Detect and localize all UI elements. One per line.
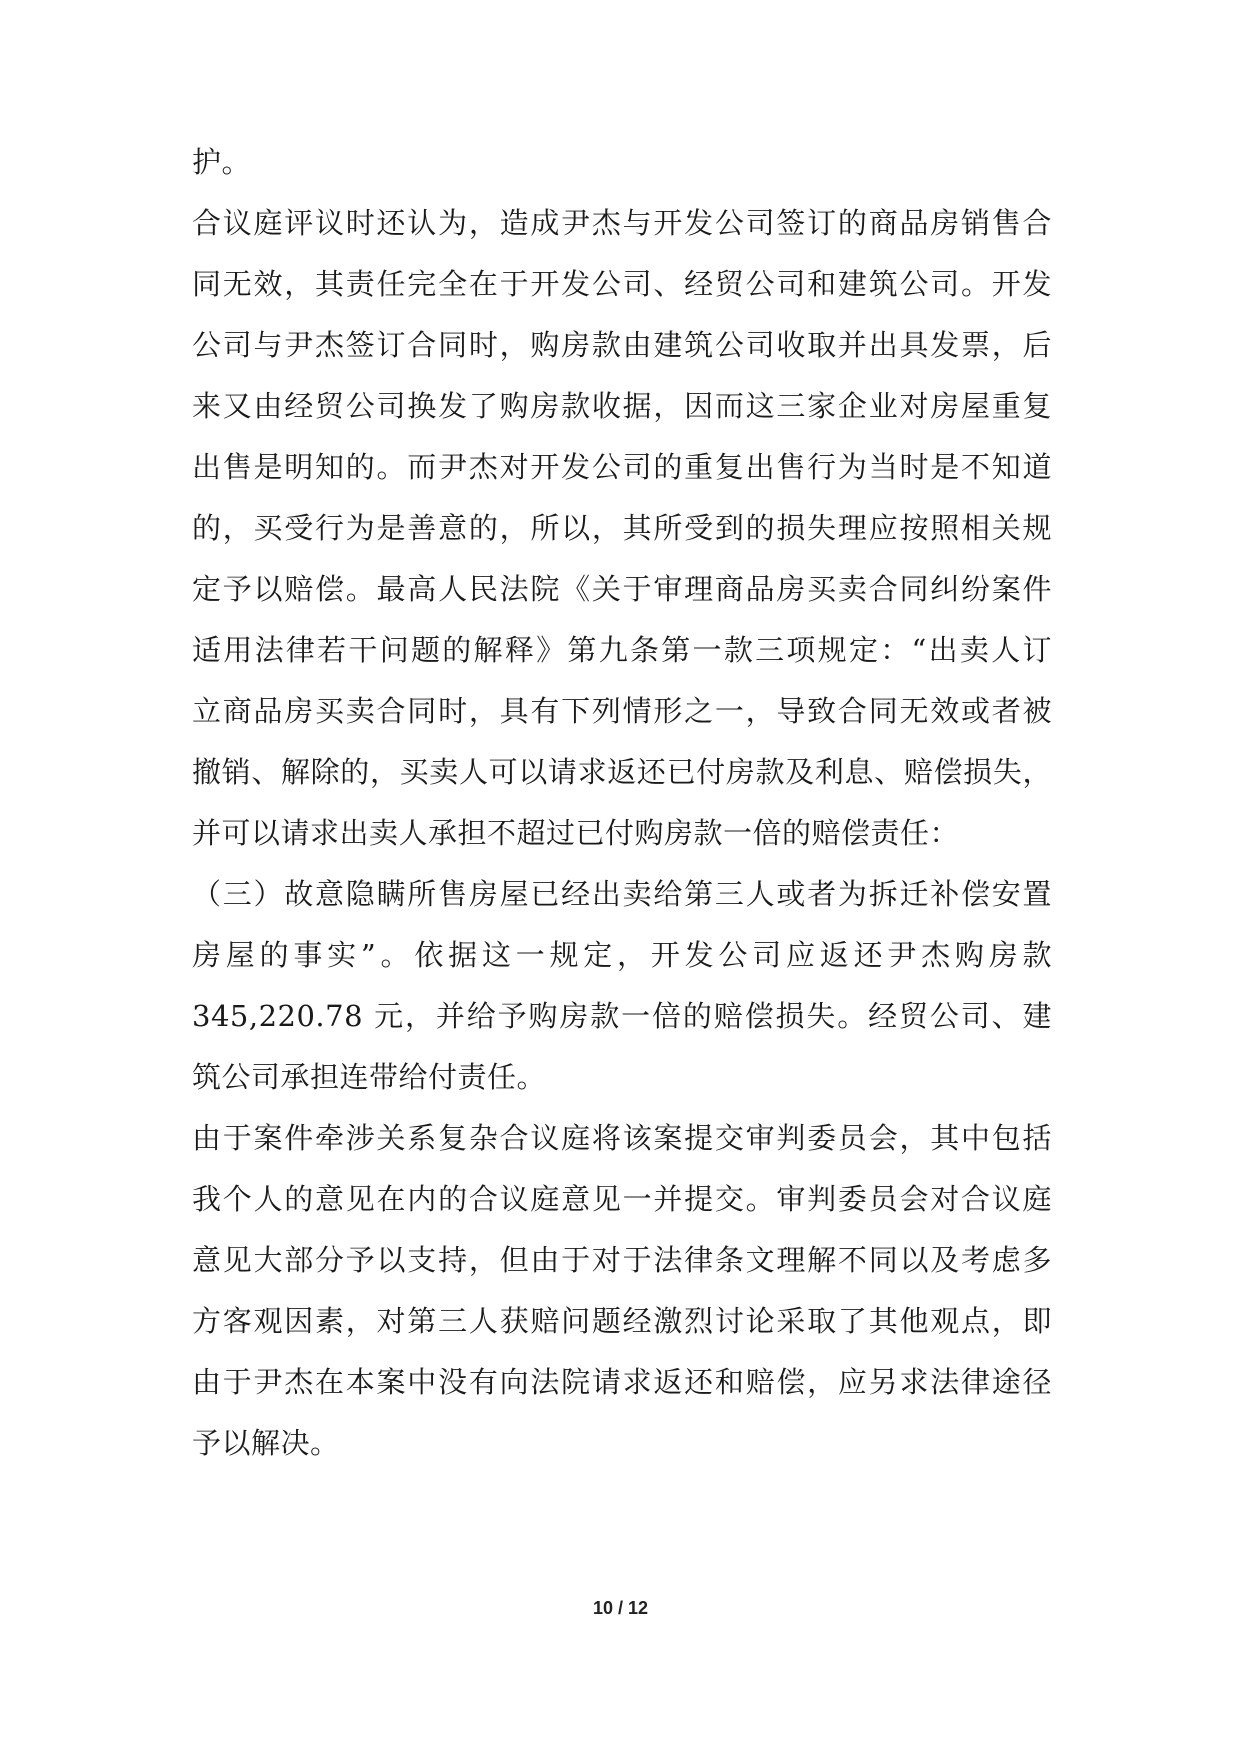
body-text-line: 适用法律若干问题的解释》第九条第一款三项规定：“出卖人订: [192, 633, 1052, 667]
body-text-line: 筑公司承担连带给付责任。: [192, 1060, 547, 1094]
body-text-line: 同无效，其责任完全在于开发公司、经贸公司和建筑公司。开发: [192, 267, 1052, 301]
body-text-line: 由于尹杰在本案中没有向法院请求返还和赔偿，应另求法律途径: [192, 1365, 1052, 1399]
page-number: 10 / 12: [592, 1598, 649, 1618]
body-text-line: 予以解决。: [192, 1426, 340, 1460]
body-text-line: 345,220.78 元，并给予购房款一倍的赔偿损失。经贸公司、建: [192, 999, 1052, 1033]
body-text-line: 我个人的意见在内的合议庭意见一并提交。审判委员会对合议庭: [192, 1182, 1052, 1216]
body-text-line: （三）故意隐瞒所售房屋已经出卖给第三人或者为拆迁补偿安置: [192, 877, 1052, 911]
body-text-line: 立商品房买卖合同时，具有下列情形之一，导致合同无效或者被: [192, 694, 1052, 728]
body-text-line: 合议庭评议时还认为，造成尹杰与开发公司签订的商品房销售合: [192, 206, 1052, 240]
body-text-line: 定予以赔偿。最高人民法院《关于审理商品房买卖合同纠纷案件: [192, 572, 1052, 606]
body-text-line: 护。: [192, 145, 252, 179]
body-text-line: 由于案件牵涉关系复杂合议庭将该案提交审判委员会，其中包括: [192, 1121, 1052, 1155]
body-text-line: 出售是明知的。而尹杰对开发公司的重复出售行为当时是不知道: [192, 450, 1052, 484]
body-text-line: 意见大部分予以支持，但由于对于法律条文理解不同以及考虑多: [192, 1243, 1052, 1277]
body-text-line: 公司与尹杰签订合同时，购房款由建筑公司收取并出具发票，后: [192, 328, 1052, 362]
body-text-line: 撤销、解除的，买卖人可以请求返还已付房款及利息、赔偿损失，: [192, 755, 1052, 789]
body-text-line: 方客观因素，对第三人获赔问题经激烈讨论采取了其他观点，即: [192, 1304, 1052, 1338]
body-text-line: 来又由经贸公司换发了购房款收据，因而这三家企业对房屋重复: [192, 389, 1052, 423]
body-text-line: 房屋的事实”。依据这一规定，开发公司应返还尹杰购房款: [192, 938, 1052, 972]
body-text-line: 并可以请求出卖人承担不超过已付购房款一倍的赔偿责任：: [192, 816, 960, 850]
body-text-line: 的，买受行为是善意的，所以，其所受到的损失理应按照相关规: [192, 511, 1052, 545]
